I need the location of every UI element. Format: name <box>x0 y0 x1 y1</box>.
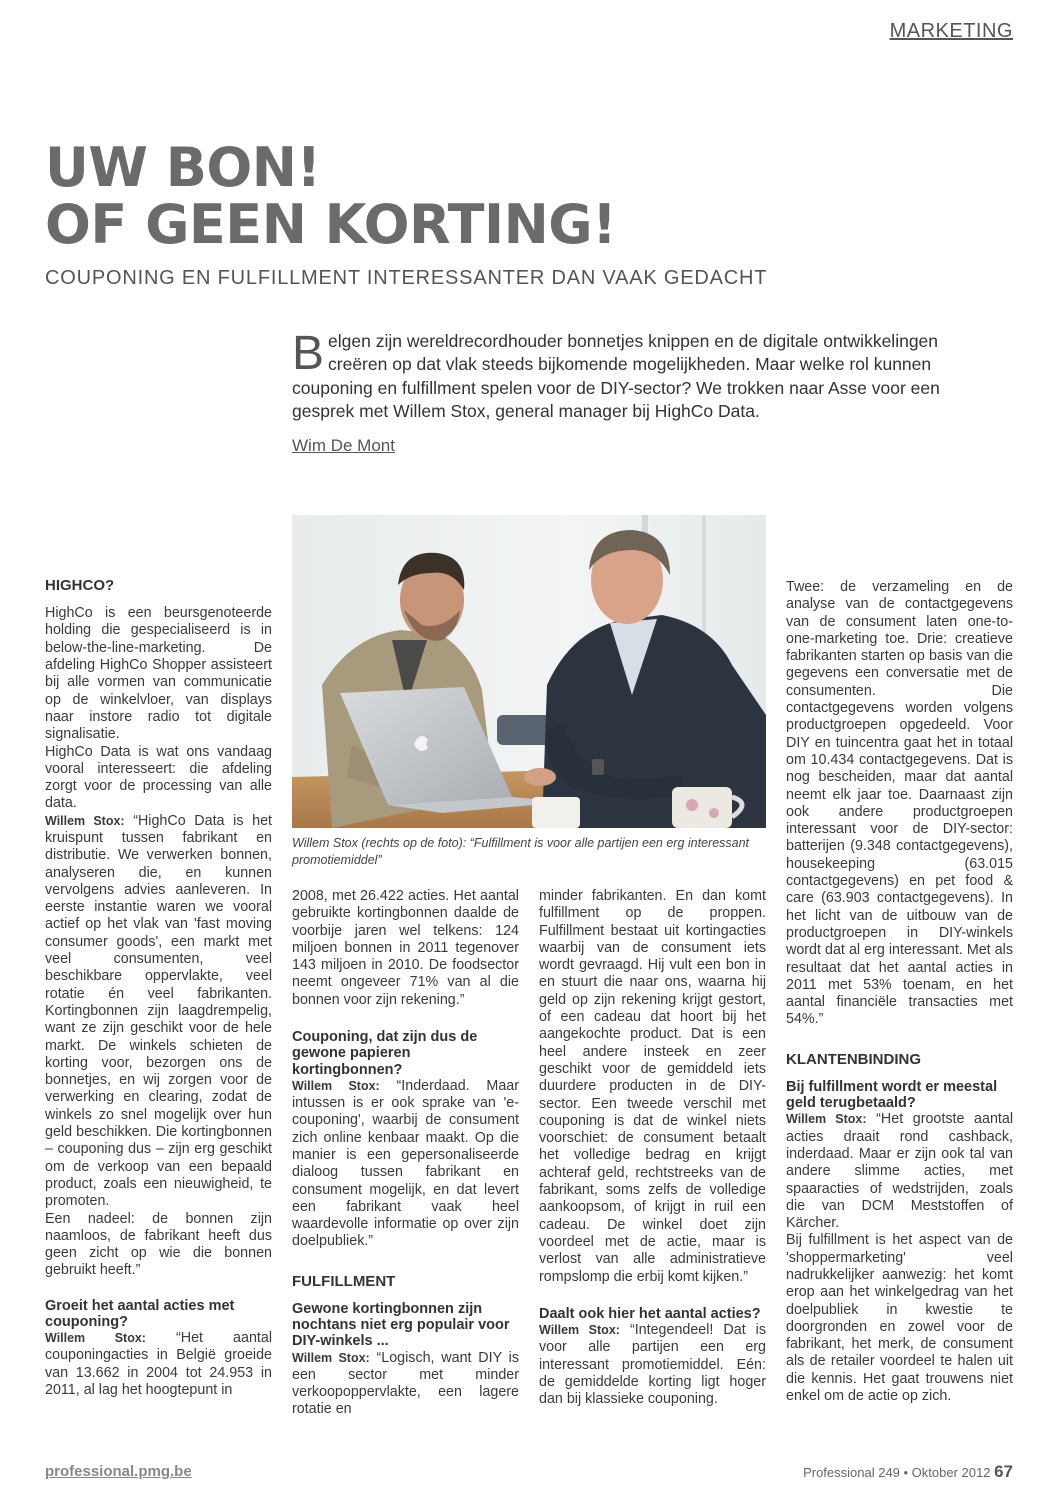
question-heading: Daalt ook hier het aantal acties? <box>539 1305 761 1322</box>
section-heading-klantenbinding: KLANTENBINDING <box>786 1050 921 1068</box>
section-label[interactable]: MARKETING <box>889 20 1013 42</box>
intro-text: elgen zijn wereldrecordhouder bonnetjes knippen en de digitale ontwikkelingen creëren op dat vlak steeds bijkomende mogelijkheden. Maar welke rol kunnen couponing en fulfillment spelen voor de DIY-sector? We trokken naar Asse voor een gesprek met Willem Stox, general manager bij HighCo Data. <box>292 331 940 421</box>
question-heading: Gewone kortingbonnen zijn nochtans niet erg populair voor DIY-winkels ... <box>292 1300 510 1350</box>
question-heading: Couponing, dat zijn dus de gewone papieren kortingbonnen? <box>292 1029 478 1078</box>
article-photo <box>292 515 766 828</box>
paragraph: Bij fulfillment is het aspect van de 'shoppermarketing' veel nadrukkelijker aanwezig: het komt erop aan het winkelgedrag van het doelpubliek in kwestie te doorgronden en zowel voor de fabrikant, het merk, de consument als de retailer voordeel te halen uit die kennis. Het gaat trouwens niet enkel om de actie op zich. <box>786 1232 1013 1405</box>
column-1 <box>45 577 272 1399</box>
section-heading-highco: HIGHCO? <box>45 577 115 594</box>
speaker-name: Willem Stox: <box>292 1350 370 1365</box>
paragraph: Twee: de verzameling en de analyse van de contactgegevens van de consument laten one-to-one-marketing toe. Drie: creatieve fabrikanten starten op basis van die gegevens een conversatie met de consumenten. Die contactgegevens worden volgens productgroepen opgedeeld. Voor DIY en tuincentra gaat het in totaal om 10.434 contactgegevens. Dat is nog bescheiden, maar dat aantal neemt elk jaar toe. Daarnaast zijn ook andere productgroepen interessant voor de DIY-sector: batterijen (9.348 contactgegevens), housekeeping (63.015 contactgegevens) en pet food & care (63.903 contactgegevens). In het licht van de uitbouw van de productgroepen in DIY-winkels wordt dat al erg interessant. Met als resultaat dat het aantal acties in 2011 met 53% toenam, en het aantal financiële transacties met 54%.” <box>786 579 1013 1028</box>
column-3 <box>539 888 766 1409</box>
paragraph-text: “Logisch, want DIY is een sector met minder verkoopoppervlakte, een lagere rotatie en <box>292 1349 519 1418</box>
speaker-name: Willem Stox: <box>292 1078 380 1093</box>
question-heading: Groeit het aantal acties met couponing? <box>45 1297 235 1330</box>
question-heading: Bij fulfillment wordt er meestal geld terugbetaald? <box>786 1078 998 1112</box>
section-heading-fulfillment: FULFILLMENT <box>292 1272 396 1290</box>
photo-caption: Willem Stox (rechts op de foto): “Fulfillment is voor alle partijen een erg interessant promotiemiddel” <box>292 836 750 867</box>
page-number: 67 <box>994 1462 1013 1481</box>
speaker-name: Willem Stox: <box>45 813 125 828</box>
paragraph <box>292 1350 519 1419</box>
speaker-name: Willem Stox: <box>539 1323 620 1338</box>
footer-issue-info <box>803 1462 1013 1482</box>
drop-cap: B <box>292 327 325 380</box>
column-2 <box>292 888 519 1419</box>
author-byline[interactable]: Wim De Mont <box>292 436 395 455</box>
article-subtitle: COUPONING EN FULFILLMENT INTERESSANTER DAN VAAK GEDACHT <box>45 267 768 289</box>
paragraph-text: “Het grootste aantal acties draait rond cashback, inderdaad. Maar er zijn ook tal van andere slimme acties, met spaaracties of wedstrijden, zoals die van DCM Meststoffen of Kärcher. <box>786 1111 1013 1232</box>
paragraph <box>292 1078 519 1251</box>
paragraph-text: “Integendeel! Dat is voor alle partijen een erg interessant promotiemiddel. Eén: de gemiddelde korting ligt hoger dan bij klassieke couponing. <box>539 1322 766 1408</box>
paragraph <box>45 813 272 1211</box>
paragraph-text: “HighCo Data is het kruispunt tussen fabrikant en distributie. We verwerken bonnen, analyseren die, en kunnen vervolgens advies aanleveren. In eerste instantie waren we vooral actief op het vlak van 'fast moving consumer goods', een markt met veel consumenten, veel beschikbare oppervlakte, veel rotatie én veel fabrikanten. Kortingbonnen zijn laagdrempelig, want ze zijn geschikt voor de hele markt. De winkels schieten de korting voor, bezorgen ons de bonnetjes, en wij zorgen voor de verwerking en clearing, zodat de winkels zo snel mogelijk over hun geld beschikken. Die kortingbonnen – couponing dus – zijn erg geschikt om de verkoop van een bepaald product, zoals een nieuwigheid, te promoten. <box>45 812 272 1210</box>
speaker-name: Willem Stox: <box>786 1112 867 1127</box>
speaker-name: Willem Stox: <box>45 1331 146 1346</box>
column-4 <box>786 579 1013 1405</box>
footer-website-link[interactable]: professional.pmg.be <box>45 1463 192 1480</box>
paragraph-text: “Het aantal couponingacties in België groeide van 13.662 in 2004 tot 24.953 in 2011, al lag het hoogtepunt in <box>45 1330 272 1399</box>
title-line-1: UW BON! <box>45 136 321 199</box>
paragraph: HighCo Data is wat ons vandaag vooral interesseert: die afdeling zorgt voor de processing van alle data. <box>45 743 272 812</box>
paragraph: 2008, met 26.422 acties. Het aantal gebruikte kortingbonnen daalde de voorbije jaren wel telkens: 124 miljoen bonnen in 2011 tegenover 143 miljoen in 2010. De foodsector neemt ongeveer 71% van al die bonnen voor zijn rekening.” <box>292 888 519 1008</box>
paragraph <box>786 1111 1013 1232</box>
paragraph <box>45 1330 272 1399</box>
intro-paragraph <box>292 327 942 423</box>
article-title <box>45 136 745 256</box>
paragraph: minder fabrikanten. En dan komt fulfillment op de proppen. Fulfillment bestaat uit kortingacties waarbij van de consument iets wordt gevraagd. Hij vult een bon in en stuurt die naar ons, waarna hij geld op zijn rekening krijgt gestort, of een cadeau dat hoort bij het aangekochte product. Dat is een heel andere insteek en zeer geschikt voor de gemiddeld iets duurdere producten in de DIY-sector. Een tweede verschil met couponing is dat de winkel niets voorschiet: de consument betaalt het volledige bedrag en krijgt achteraf geld, rechtstreeks van de fabrikant, soms zelfs de volledige aankoopsom, of krijgt in ruil een cadeau. De winkel doet zijn voordeel met de actie, maar is verlost van alle administratieve rompslomp die erbij komt kijken.” <box>539 888 766 1285</box>
paragraph: Een nadeel: de bonnen zijn naamloos, de fabrikant heeft dus geen zicht op wie die bonnen gebruikt heeft.” <box>45 1210 272 1279</box>
issue-label: Professional 249 • Oktober 2012 <box>803 1465 991 1480</box>
paragraph <box>539 1322 766 1408</box>
paragraph-text: “Inderdaad. Maar intussen is er ook sprake van 'e-couponing', waarbij de consument zich online kenbaar maakt. Op die manier is een gepersonaliseerde dialoog tussen fabrikant en consument mogelijk, en dat levert een fabrikant vaak heel waardevolle informatie op over zijn doelpubliek.” <box>292 1077 519 1250</box>
title-line-2: OF GEEN KORTING! <box>45 192 617 256</box>
paragraph: HighCo is een beursgenoteerde holding die gespecialiseerd is in below-the-line-marketing. De afdeling HighCo Shopper assisteert bij alle vormen van communicatie op de winkelvloer, van displays naar instore radio tot digitale signalisatie. <box>45 605 272 743</box>
